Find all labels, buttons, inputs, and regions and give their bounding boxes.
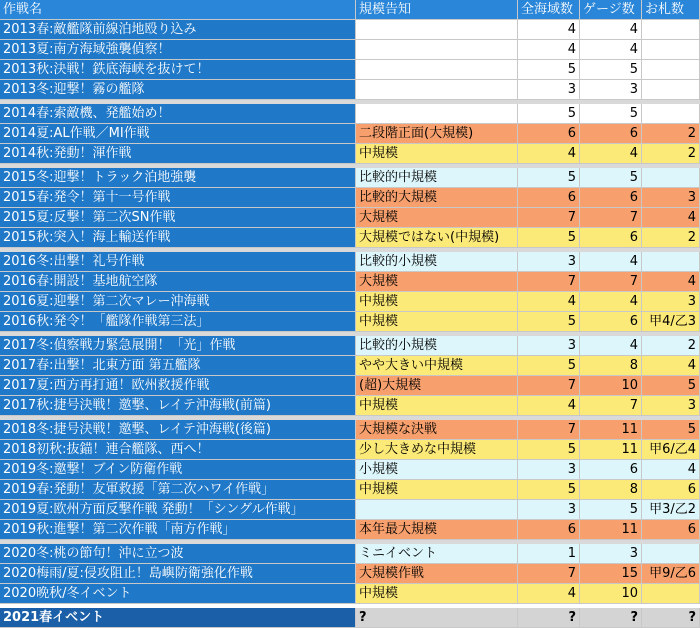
table-row bbox=[0, 500, 700, 520]
header-gauges: ゲージ数 bbox=[580, 0, 642, 20]
event-tags: 6 bbox=[642, 520, 700, 540]
last-row bbox=[0, 608, 700, 628]
event-scale: 大規模ではない(中規模) bbox=[356, 228, 518, 248]
event-gauges: 3 bbox=[580, 544, 642, 564]
table-row bbox=[0, 168, 700, 188]
table-row bbox=[0, 396, 700, 416]
event-tags bbox=[642, 60, 700, 80]
event-name: 2018初秋:抜錨！連合艦隊、西へ！ bbox=[0, 440, 356, 460]
event-gauges: 11 bbox=[580, 520, 642, 540]
event-gauges: 11 bbox=[580, 420, 642, 440]
event-name: 2017春:出撃！北東方面 第五艦隊 bbox=[0, 356, 356, 376]
event-areas: 3 bbox=[518, 336, 580, 356]
table-row bbox=[0, 480, 700, 500]
event-gauges: 10 bbox=[580, 376, 642, 396]
event-areas: 3 bbox=[518, 460, 580, 480]
event-scale: やや大きい中規模 bbox=[356, 356, 518, 376]
event-areas: 5 bbox=[518, 440, 580, 460]
event-gauges: 10 bbox=[580, 584, 642, 604]
event-tags bbox=[642, 80, 700, 100]
table-row bbox=[0, 188, 700, 208]
event-gauges: 4 bbox=[580, 252, 642, 272]
table-row bbox=[0, 460, 700, 480]
event-scale: 少し大きめな中規模 bbox=[356, 440, 518, 460]
table-row bbox=[0, 60, 700, 80]
event-name: 2019夏:欧州方面反撃作戦 発動！「シングル作戦」 bbox=[0, 500, 356, 520]
header-name: 作戦名 bbox=[0, 0, 356, 20]
event-name: 2014夏:AL作戦／MI作戦 bbox=[0, 124, 356, 144]
event-gauges: 5 bbox=[580, 168, 642, 188]
event-gauges: 11 bbox=[580, 440, 642, 460]
event-scale: 比較的小規模 bbox=[356, 336, 518, 356]
table-row bbox=[0, 312, 700, 332]
table-row bbox=[0, 544, 700, 564]
event-tags: 2 bbox=[642, 228, 700, 248]
event-gauges: 3 bbox=[580, 80, 642, 100]
event-gauges: 6 bbox=[580, 188, 642, 208]
event-gauges: 6 bbox=[580, 460, 642, 480]
event-tags bbox=[642, 252, 700, 272]
event-scale: 本年最大規模 bbox=[356, 520, 518, 540]
table-row bbox=[0, 124, 700, 144]
event-gauges: 8 bbox=[580, 480, 642, 500]
event-areas: 4 bbox=[518, 396, 580, 416]
event-scale bbox=[356, 20, 518, 40]
event-tags bbox=[642, 544, 700, 564]
event-tags: 2 bbox=[642, 144, 700, 164]
event-name: 2013夏:南方海域強襲偵察！ bbox=[0, 40, 356, 60]
event-areas: 3 bbox=[518, 80, 580, 100]
event-tags bbox=[642, 40, 700, 60]
table-row bbox=[0, 336, 700, 356]
event-areas: 3 bbox=[518, 500, 580, 520]
event-areas: 7 bbox=[518, 420, 580, 440]
event-gauges: 6 bbox=[580, 124, 642, 144]
event-tags: 5 bbox=[642, 420, 700, 440]
event-name: 2017冬:偵察戦力緊急展開！「光」作戦 bbox=[0, 336, 356, 356]
event-name: 2020晩秋/冬イベント bbox=[0, 584, 356, 604]
event-tags: 甲4/乙3 bbox=[642, 312, 700, 332]
event-areas: 6 bbox=[518, 188, 580, 208]
event-scale: 中規模 bbox=[356, 312, 518, 332]
event-gauges: 5 bbox=[580, 104, 642, 124]
event-scale bbox=[356, 80, 518, 100]
event-gauges: 4 bbox=[580, 40, 642, 60]
event-name: 2015夏:反撃！第二次SN作戦 bbox=[0, 208, 356, 228]
event-areas: 4 bbox=[518, 20, 580, 40]
event-areas: 7 bbox=[518, 376, 580, 396]
event-areas: 4 bbox=[518, 144, 580, 164]
event-name: 2013秋:決戦！鉄底海峡を抜けて！ bbox=[0, 60, 356, 80]
event-areas: 5 bbox=[518, 356, 580, 376]
event-scale bbox=[356, 104, 518, 124]
event-gauges: 7 bbox=[580, 208, 642, 228]
event-scale: 中規模 bbox=[356, 584, 518, 604]
event-areas: 7 bbox=[518, 564, 580, 584]
event-name: 2019春:発動！友軍救援「第二次ハワイ作戦」 bbox=[0, 480, 356, 500]
event-scale: ? bbox=[356, 608, 518, 628]
table-row bbox=[0, 584, 700, 604]
event-name: 2013冬:迎撃！霧の艦隊 bbox=[0, 80, 356, 100]
table-row bbox=[0, 104, 700, 124]
event-tags: 甲6/乙4 bbox=[642, 440, 700, 460]
event-scale: 小規模 bbox=[356, 460, 518, 480]
header-row bbox=[0, 0, 700, 20]
event-tags: 甲3/乙2 bbox=[642, 500, 700, 520]
event-name: 2016春:開設！基地航空隊 bbox=[0, 272, 356, 292]
event-name: 2013春:敵艦隊前線泊地殴り込み bbox=[0, 20, 356, 40]
event-name: 2018冬:捷号決戦！邀撃、レイテ沖海戦(後篇) bbox=[0, 420, 356, 440]
event-areas: 5 bbox=[518, 312, 580, 332]
event-scale bbox=[356, 60, 518, 80]
table-row bbox=[0, 520, 700, 540]
table-row bbox=[0, 252, 700, 272]
event-areas: 7 bbox=[518, 272, 580, 292]
event-scale: 大規模作戦 bbox=[356, 564, 518, 584]
event-tags: 3 bbox=[642, 188, 700, 208]
event-gauges: 4 bbox=[580, 292, 642, 312]
event-areas: ? bbox=[518, 608, 580, 628]
table-row bbox=[0, 208, 700, 228]
event-areas: 4 bbox=[518, 584, 580, 604]
event-scale: ミニイベント bbox=[356, 544, 518, 564]
event-tags bbox=[642, 168, 700, 188]
table-row bbox=[0, 564, 700, 584]
table-row bbox=[0, 80, 700, 100]
event-name: 2021春イベント bbox=[0, 608, 356, 628]
event-gauges: 5 bbox=[580, 60, 642, 80]
event-gauges: 5 bbox=[580, 500, 642, 520]
event-name: 2017秋:捷号決戦！邀撃、レイテ沖海戦(前篇) bbox=[0, 396, 356, 416]
event-tags bbox=[642, 20, 700, 40]
event-scale: 中規模 bbox=[356, 144, 518, 164]
event-tags: 2 bbox=[642, 336, 700, 356]
event-gauges: 6 bbox=[580, 312, 642, 332]
event-tags: 2 bbox=[642, 124, 700, 144]
table-row bbox=[0, 40, 700, 60]
event-areas: 5 bbox=[518, 60, 580, 80]
event-tags bbox=[642, 104, 700, 124]
table-row bbox=[0, 20, 700, 40]
event-name: 2016冬:出撃！礼号作戦 bbox=[0, 252, 356, 272]
event-gauges: 4 bbox=[580, 20, 642, 40]
event-areas: 6 bbox=[518, 124, 580, 144]
event-gauges: 15 bbox=[580, 564, 642, 584]
event-name: 2020梅雨/夏:侵攻阻止！島嶼防衛強化作戦 bbox=[0, 564, 356, 584]
event-name: 2015秋:突入！海上輸送作戦 bbox=[0, 228, 356, 248]
header-tags: お札数 bbox=[642, 0, 700, 20]
event-areas: 1 bbox=[518, 544, 580, 564]
event-areas: 6 bbox=[518, 520, 580, 540]
event-scale: 比較的小規模 bbox=[356, 252, 518, 272]
event-name: 2014春:索敵機、発艦始め！ bbox=[0, 104, 356, 124]
event-tags: 4 bbox=[642, 356, 700, 376]
table-row bbox=[0, 228, 700, 248]
event-areas: 5 bbox=[518, 104, 580, 124]
event-tags: 5 bbox=[642, 376, 700, 396]
event-name: 2015春:発令！第十一号作戦 bbox=[0, 188, 356, 208]
event-areas: 3 bbox=[518, 252, 580, 272]
event-name: 2017夏:西方再打通！欧州救援作戦 bbox=[0, 376, 356, 396]
event-scale bbox=[356, 500, 518, 520]
table-row bbox=[0, 440, 700, 460]
event-areas: 4 bbox=[518, 292, 580, 312]
event-tags bbox=[642, 584, 700, 604]
event-areas: 5 bbox=[518, 168, 580, 188]
event-name: 2015冬:迎撃！トラック泊地強襲 bbox=[0, 168, 356, 188]
event-name: 2016夏:迎撃！第二次マレー沖海戦 bbox=[0, 292, 356, 312]
event-areas: 4 bbox=[518, 40, 580, 60]
event-scale: 大規模 bbox=[356, 208, 518, 228]
event-name: 2020冬:桃の節句！沖に立つ波 bbox=[0, 544, 356, 564]
event-gauges: 7 bbox=[580, 272, 642, 292]
table-row bbox=[0, 376, 700, 396]
event-scale: 中規模 bbox=[356, 292, 518, 312]
event-tags: 3 bbox=[642, 292, 700, 312]
event-tags: 甲9/乙6 bbox=[642, 564, 700, 584]
event-gauges: 8 bbox=[580, 356, 642, 376]
event-scale: 中規模 bbox=[356, 396, 518, 416]
table-row bbox=[0, 420, 700, 440]
event-tags: 4 bbox=[642, 208, 700, 228]
event-gauges: ? bbox=[580, 608, 642, 628]
event-areas: 5 bbox=[518, 228, 580, 248]
table-row bbox=[0, 272, 700, 292]
table-row bbox=[0, 292, 700, 312]
event-tags: 4 bbox=[642, 272, 700, 292]
event-scale: 二段階正面(大規模) bbox=[356, 124, 518, 144]
event-name: 2019冬:邀撃！ブイン防衛作戦 bbox=[0, 460, 356, 480]
event-scale: 比較的中規模 bbox=[356, 168, 518, 188]
event-gauges: 6 bbox=[580, 228, 642, 248]
event-scale: (超)大規模 bbox=[356, 376, 518, 396]
event-areas: 5 bbox=[518, 480, 580, 500]
table-row bbox=[0, 356, 700, 376]
event-tags: 4 bbox=[642, 460, 700, 480]
event-tags: 6 bbox=[642, 480, 700, 500]
event-gauges: 4 bbox=[580, 336, 642, 356]
event-scale: 比較的大規模 bbox=[356, 188, 518, 208]
event-gauges: 4 bbox=[580, 144, 642, 164]
event-tags: ? bbox=[642, 608, 700, 628]
header-areas: 全海域数 bbox=[518, 0, 580, 20]
event-name: 2014秋:発動！渾作戦 bbox=[0, 144, 356, 164]
event-scale: 大規模な決戦 bbox=[356, 420, 518, 440]
table-row bbox=[0, 144, 700, 164]
event-scale bbox=[356, 40, 518, 60]
event-name: 2016秋:発令！「艦隊作戦第三法」 bbox=[0, 312, 356, 332]
event-name: 2019秋:進撃！第二次作戦「南方作戦」 bbox=[0, 520, 356, 540]
event-scale: 大規模 bbox=[356, 272, 518, 292]
event-tags: 3 bbox=[642, 396, 700, 416]
event-gauges: 7 bbox=[580, 396, 642, 416]
header-scale: 規模告知 bbox=[356, 0, 518, 20]
event-areas: 7 bbox=[518, 208, 580, 228]
event-scale: 中規模 bbox=[356, 480, 518, 500]
